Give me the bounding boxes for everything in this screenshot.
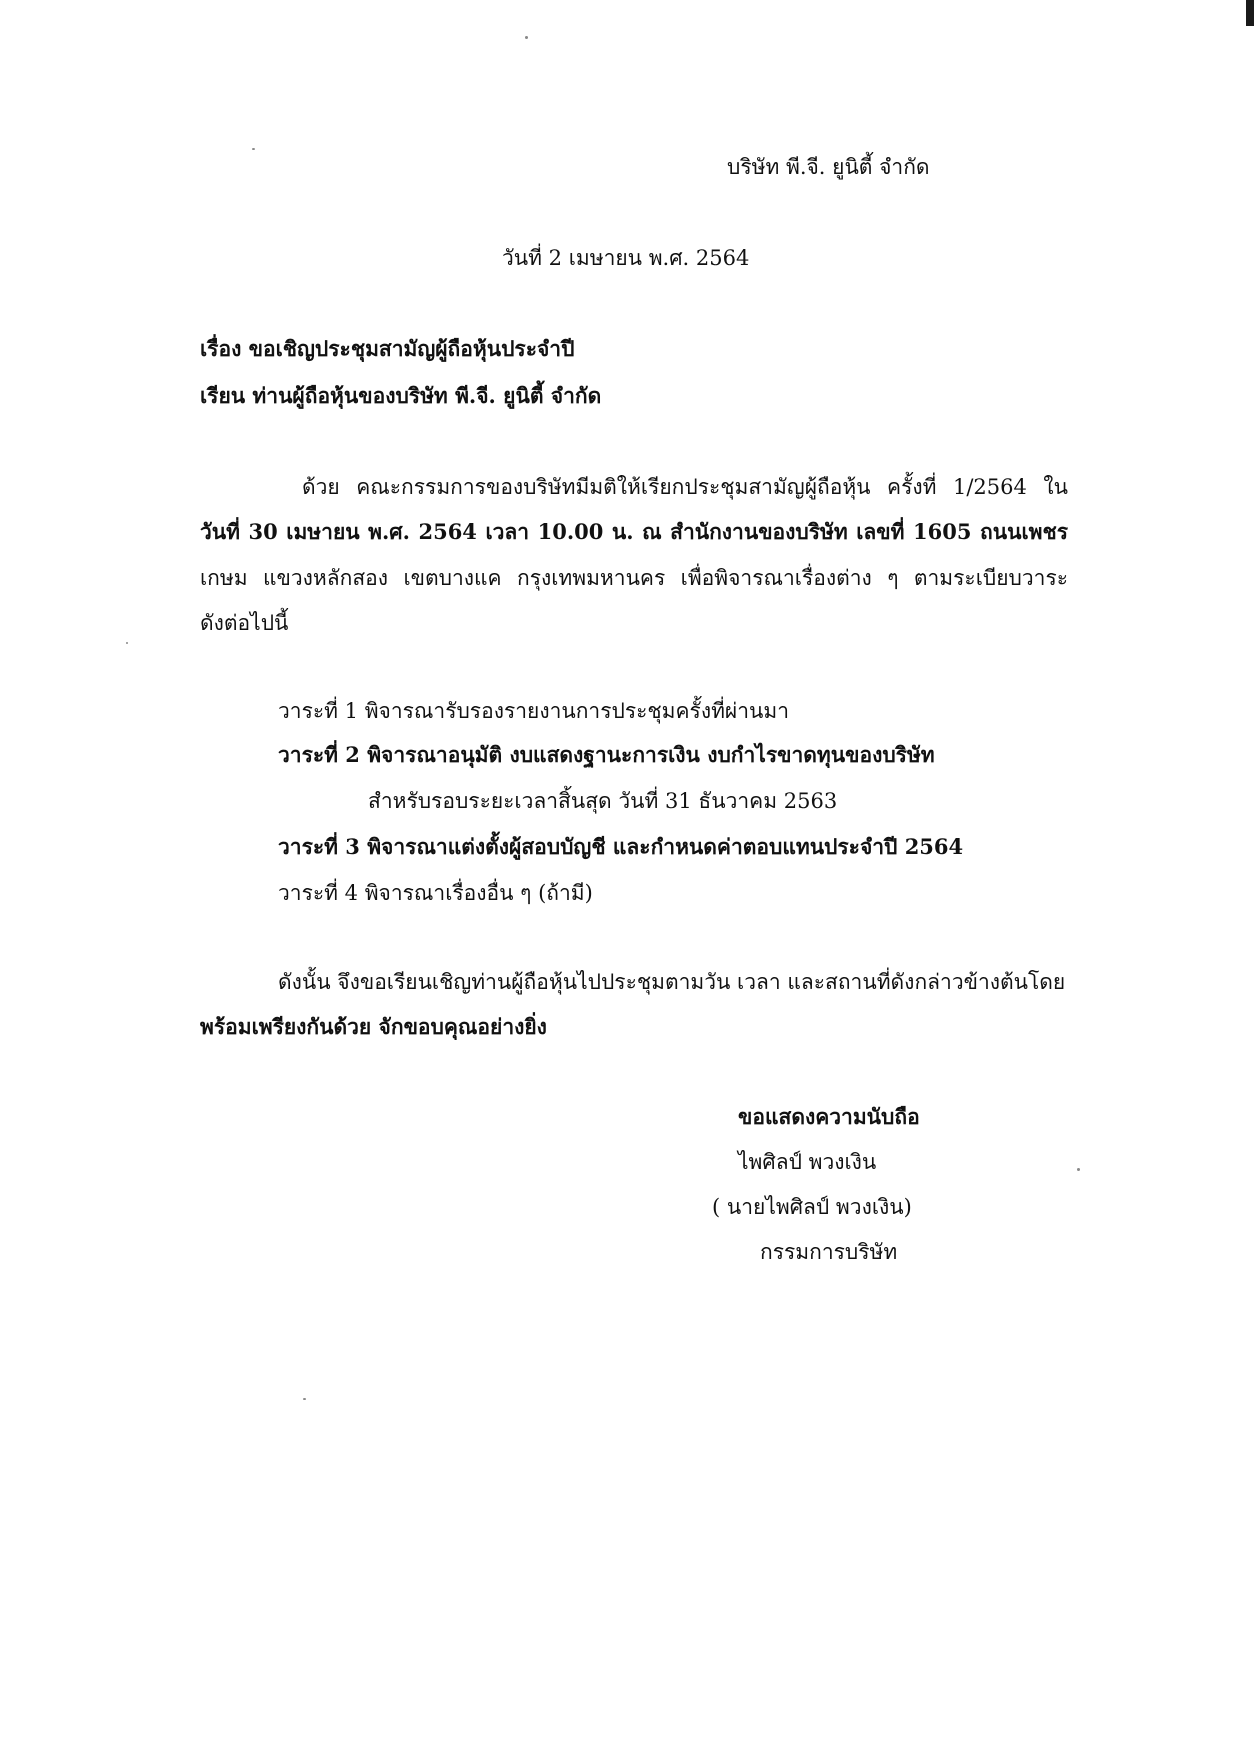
scan-speck bbox=[126, 642, 128, 644]
agenda-item-4: วาระที่ 4 พิจารณาเรื่องอื่น ๆ (ถ้ามี) bbox=[278, 881, 593, 905]
scan-edge-mark bbox=[1246, 0, 1254, 26]
signer-name: ( นายไพศิลป์ พวงเงิน) bbox=[712, 1195, 912, 1219]
intro-line: วันที่ 30 เมษายน พ.ศ. 2564 เวลา 10.00 น. ณ สำนักงานของบริษัท เลขที่ 1605 ถนนเพชร bbox=[200, 519, 1068, 544]
signer-position: กรรมการบริษัท bbox=[760, 1240, 898, 1264]
intro-line: ด้วย คณะกรรมการของบริษัทมีมติให้เรียกประชุมสามัญผู้ถือหุ้น ครั้งที่ 1/2564 ใน bbox=[302, 475, 1068, 499]
letter-subject: เรื่อง ขอเชิญประชุมสามัญผู้ถือหุ้นประจำปี bbox=[200, 336, 575, 361]
letter-date: วันที่ 2 เมษายน พ.ศ. 2564 bbox=[502, 246, 750, 270]
scan-speck bbox=[303, 1398, 306, 1400]
closing-line: พร้อมเพรียงกันด้วย จักขอบคุณอย่างยิ่ง bbox=[200, 1014, 547, 1039]
scan-speck bbox=[1077, 1168, 1080, 1171]
agenda-item-3: วาระที่ 3 พิจารณาแต่งตั้งผู้สอบบัญชี และกำหนดค่าตอบแทนประจำปี 2564 bbox=[278, 834, 964, 859]
scan-speck bbox=[252, 148, 255, 150]
scan-speck bbox=[525, 36, 528, 39]
agenda-item-1: วาระที่ 1 พิจารณารับรองรายงานการประชุมครั้งที่ผ่านมา bbox=[278, 699, 790, 723]
signature: ไพศิลป์ พวงเงิน bbox=[738, 1150, 877, 1174]
intro-line: เกษม แขวงหลักสอง เขตบางแค กรุงเทพมหานคร เพื่อพิจารณาเรื่องต่าง ๆ ตามระเบียบวาระ bbox=[200, 566, 1068, 590]
agenda-item-2: วาระที่ 2 พิจารณาอนุมัติ งบแสดงฐานะการเงิน งบกำไรขาดทุนของบริษัท bbox=[278, 742, 935, 767]
closing-line: ดังนั้น จึงขอเรียนเชิญท่านผู้ถือหุ้นไปประชุมตามวัน เวลา และสถานที่ดังกล่าวข้างต้นโดย bbox=[278, 970, 1066, 994]
company-header: บริษัท พี.จี. ยูนิตี้ จำกัด bbox=[727, 155, 930, 179]
agenda-item-2-continuation: สำหรับรอบระยะเวลาสิ้นสุด วันที่ 31 ธันวาคม 2563 bbox=[368, 789, 838, 813]
letter-recipient: เรียน ท่านผู้ถือหุ้นของบริษัท พี.จี. ยูนิตี้ จำกัด bbox=[200, 383, 602, 408]
closing-regards: ขอแสดงความนับถือ bbox=[738, 1104, 920, 1129]
intro-line: ดังต่อไปนี้ bbox=[200, 611, 289, 635]
